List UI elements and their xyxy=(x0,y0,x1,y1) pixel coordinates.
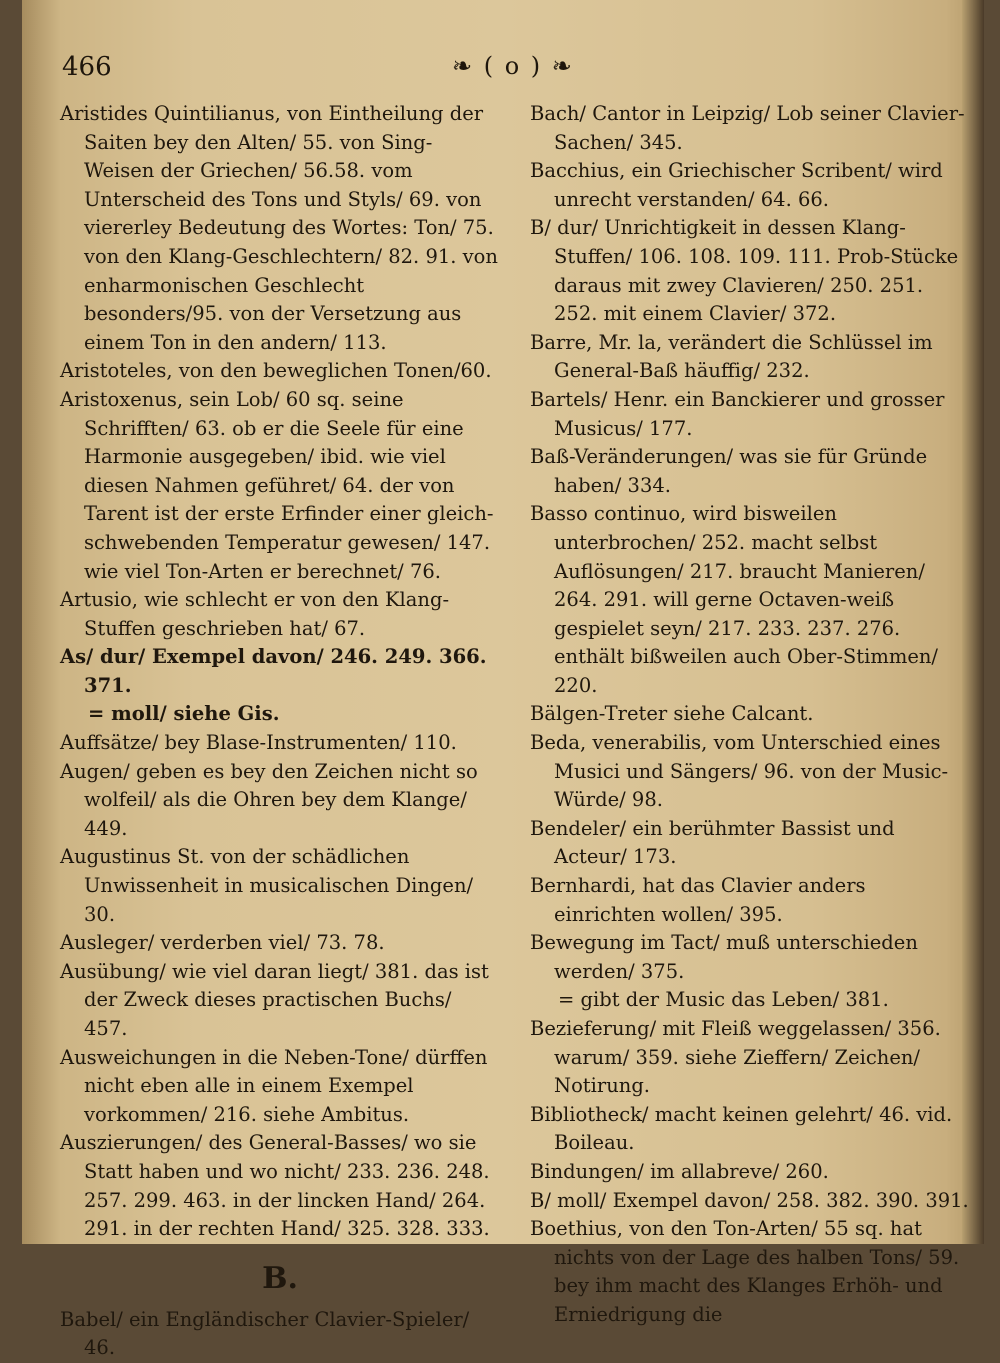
index-entry: Augustinus St. von der schädlichen Unwissenheit in musicalischen Dingen/ 30. xyxy=(60,845,474,926)
index-entry: Boethius, von den Ton-Arten/ 55 sq. hat nichts von der Lage des halben Tons/ 59. bey ihm macht des Klanges Erhöh- und Erniedrigung die xyxy=(530,1217,960,1326)
page-header xyxy=(62,52,954,92)
index-entry: = moll/ siehe Gis. xyxy=(88,702,280,726)
index-entry: Bernhardi, hat das Clavier anders einrichten wollen/ 395. xyxy=(530,874,866,926)
index-entry: Bach/ Cantor in Leipzig/ Lob seiner Clavier-Sachen/ 345. xyxy=(530,102,965,154)
index-entry: Bezieferung/ mit Fleiß weggelassen/ 356. warum/ 359. siehe Zieffern/ Zeichen/ Notirung. xyxy=(530,1017,941,1098)
index-entry: Ausübung/ wie viel daran liegt/ 381. das ist der Zweck dieses practischen Buchs/ 457. xyxy=(60,959,489,1040)
index-entry: Auszierungen/ des General-Basses/ wo sie Statt haben und wo nicht/ 233. 236. 248. 257. 299. 463. in der lincken Hand/ 264. 291. in der rechten Hand/ 325. 328. 333. xyxy=(60,1131,490,1241)
index-entry: Bartels/ Henr. ein Banckierer und grosser Musicus/ 177. xyxy=(530,387,945,440)
index-entry: Augen/ geben es bey den Zeichen nicht so wolfeil/ als die Ohren bey dem Klange/ 449. xyxy=(60,759,478,840)
index-column-left xyxy=(60,100,500,1363)
index-entry: = gibt der Music das Leben/ 381. xyxy=(558,988,889,1012)
index-entry: Bindungen/ im allabreve/ 260. xyxy=(530,1159,829,1183)
index-entry: Baß-Veränderungen/ was sie für Gründe haben/ 334. xyxy=(530,445,928,497)
page-number: 466 xyxy=(62,52,112,82)
index-entry: Ausweichungen in die Neben-Tone/ dürffen nicht eben alle in einem Exempel vorkommen/ 216. siehe Ambitus. xyxy=(60,1045,488,1126)
index-entry: Aristoxenus, sein Lob/ 60 sq. seine Schrifften/ 63. ob er die Seele für eine Harmonie ausgegeben/ ibid. wie viel diesen Nahmen geführet/ 64. der von Tarent ist der erste Erfinder einer gleich-schwebenden Temperatur gewesen/ 147. wie viel Ton-Arten er berechnet/ 76. xyxy=(60,387,494,583)
index-entry: Auffsätze/ bey Blase-Instrumenten/ 110. xyxy=(60,731,457,755)
index-entry: Basso continuo, wird bisweilen unterbrochen/ 252. macht selbst Auflösungen/ 217. braucht Manieren/ 264. 291. will gerne Octaven-weiß gespielet seyn/ 217. 233. 237. 276. enthält bißweilen auch Ober-Stimmen/ 220. xyxy=(530,502,939,697)
index-entry: Bälgen-Treter siehe Calcant. xyxy=(530,702,814,726)
index-entry: Artusio, wie schlecht er von den Klang-Stuffen geschrieben hat/ 67. xyxy=(60,588,450,640)
book-page xyxy=(22,0,984,1360)
index-entry: B/ dur/ Unrichtigkeit in dessen Klang-Stuffen/ 106. 108. 109. 111. Prob-Stücke daraus mit zwey Clavieren/ 250. 251. 252. mit einem Clavier/ 372. xyxy=(530,216,959,326)
index-entry: Bewegung im Tact/ muß unterschieden werden/ 375. xyxy=(530,931,918,983)
index-column-right xyxy=(530,100,970,1330)
index-entry: B/ moll/ Exempel davon/ 258. 382. 390. 391. xyxy=(530,1188,969,1212)
index-entry: Bendeler/ ein berühmter Bassist und Acteur/ 173. xyxy=(530,816,895,869)
index-entry: Bibliotheck/ macht keinen gelehrt/ 46. vid. Boileau. xyxy=(530,1102,953,1155)
running-head: ❧ ( o ) ❧ xyxy=(452,52,574,80)
index-entry: As/ dur/ Exempel davon/ 246. 249. 366. 371. xyxy=(60,645,487,697)
index-entry: Babel/ ein Engländischer Clavier-Spieler/ 46. xyxy=(60,1307,470,1360)
index-entry: Ausleger/ verderben viel/ 73. 78. xyxy=(60,931,385,955)
index-entry: Aristides Quintilianus, von Eintheilung der Saiten bey den Alten/ 55. von Sing-Weisen der Griechen/ 56.58. vom Unterscheid des Tons und Styls/ 69. von viererley Bedeutung des Wortes: Ton/ 75. von den Klang-Geschlechtern/ 82. 91. von enharmonischen Geschlecht besonders/95. von der Versetzung aus einem Ton in den andern/ 113. xyxy=(60,102,498,354)
index-entry: Aristoteles, von den beweglichen Tonen/60. xyxy=(60,359,492,383)
index-entry: Beda, venerabilis, vom Unterschied eines Musici und Sängers/ 96. von der Music-Würde/ 98. xyxy=(530,731,949,812)
index-entry: Barre, Mr. la, verändert die Schlüssel im General-Baß häuffig/ 232. xyxy=(530,330,933,383)
index-entry: Bacchius, ein Griechischer Scribent/ wird unrecht verstanden/ 64. 66. xyxy=(530,159,943,211)
section-letter: B. xyxy=(262,1260,298,1296)
